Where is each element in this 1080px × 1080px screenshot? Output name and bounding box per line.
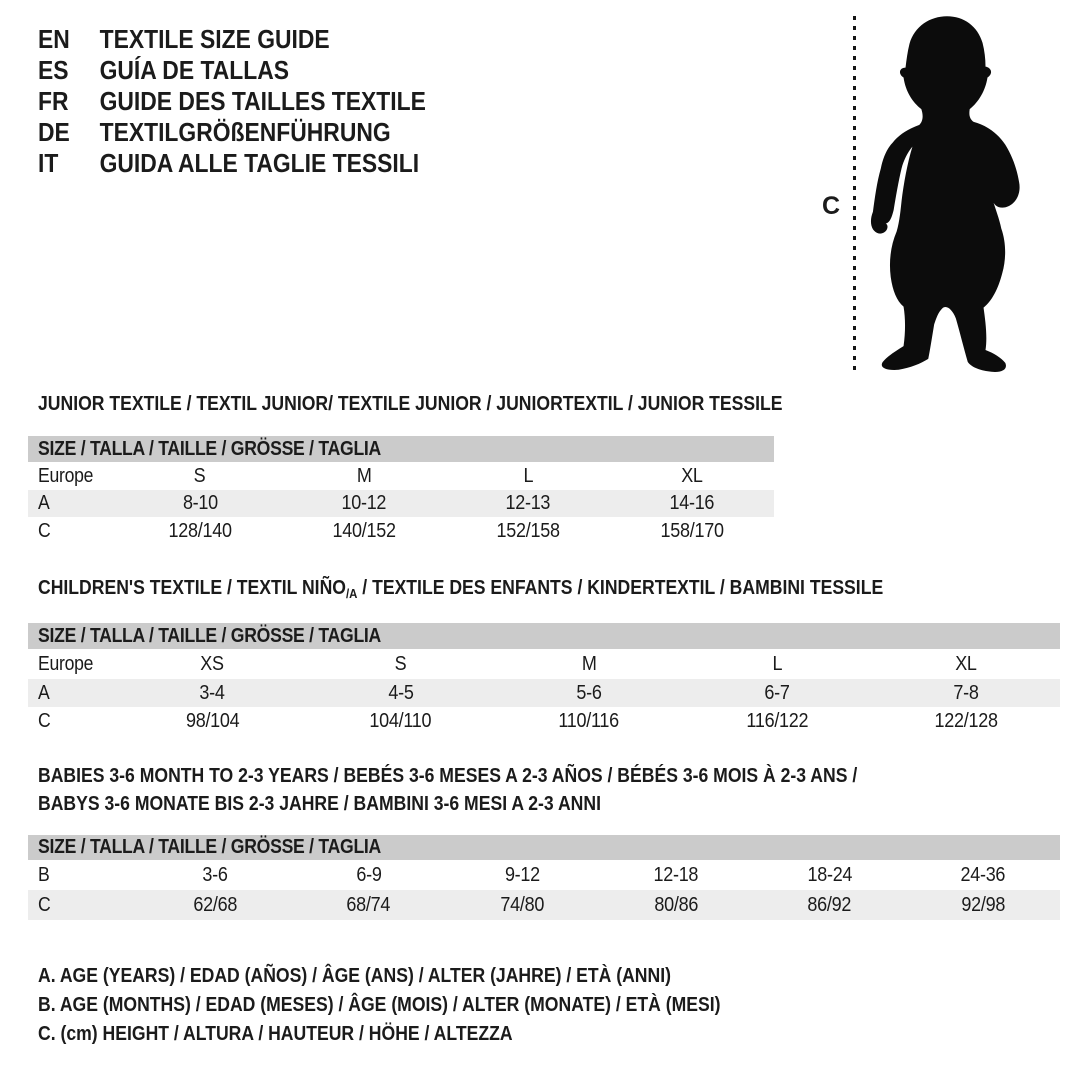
table-cell	[599, 894, 753, 917]
cell-text: 12-13	[505, 492, 551, 514]
table-cell	[306, 682, 494, 705]
babies-size-table	[28, 835, 1060, 920]
lang-title: GUÍA DE TALLAS	[99, 55, 289, 85]
table-cell	[306, 653, 494, 676]
table-cell	[446, 465, 610, 488]
table-cell	[610, 520, 774, 543]
table-cell	[118, 653, 306, 676]
cell-text: 10-12	[341, 492, 387, 514]
table-cell	[118, 465, 282, 488]
cell-text: 18-24	[807, 863, 852, 886]
row-label-text: C	[38, 519, 51, 542]
size-header-text: SIZE / TALLA / TAILLE / GRÖSSE / TAGLIA	[38, 624, 382, 647]
toddler-silhouette-image	[868, 12, 1026, 378]
row-label-text: C	[38, 709, 51, 732]
row-label-text: B	[38, 863, 50, 886]
table-cell	[872, 653, 1060, 676]
children-title-pre: CHILDREN'S TEXTILE / TEXTIL NIÑO	[38, 577, 346, 599]
junior-size-table	[28, 436, 774, 545]
table-cell	[445, 864, 599, 887]
table-row-months	[28, 860, 1060, 890]
table-cell	[445, 894, 599, 917]
row-label-text: A	[38, 492, 50, 514]
lang-code: DE	[38, 117, 70, 147]
cell-text: 3-4	[199, 681, 225, 704]
table-cell	[610, 465, 774, 488]
cell-text: XL	[955, 652, 977, 675]
babies-section-title	[38, 762, 969, 818]
cell-text: 104/110	[369, 709, 432, 732]
cell-text: 6-9	[355, 863, 382, 886]
cell-text: 140/152	[332, 519, 396, 542]
cell-text: 122/128	[934, 709, 998, 732]
cell-text: 74/80	[500, 893, 545, 916]
row-label	[28, 864, 138, 887]
table-cell	[138, 864, 292, 887]
children-section-title	[38, 574, 998, 608]
cell-text: 62/68	[192, 893, 237, 916]
cell-text: 7-8	[953, 681, 979, 704]
table-cell	[446, 492, 610, 515]
lang-title: TEXTILE SIZE GUIDE	[99, 24, 330, 54]
junior-table-size-header	[28, 436, 774, 462]
cell-text: L	[772, 652, 783, 675]
table-cell	[495, 653, 683, 676]
measure-legend	[38, 962, 814, 1049]
language-title-block	[38, 24, 479, 179]
cell-text: S	[394, 652, 407, 675]
cell-text: 4-5	[387, 681, 414, 704]
legend-line-a-text: A. AGE (YEARS) / EDAD (AÑOS) / ÂGE (ANS) / ALTER (JAHRE) / ETÀ (ANNI)	[38, 965, 671, 987]
babies-title-line2: BABYS 3-6 MONATE BIS 2-3 JAHRE / BAMBINI 3-6 MESI A 2-3 ANNI	[38, 793, 601, 815]
row-label	[28, 682, 118, 705]
legend-line-b-text: B. AGE (MONTHS) / EDAD (MESES) / ÂGE (MOIS) / ALTER (MONATE) / ETÀ (MESI)	[38, 994, 721, 1016]
table-cell	[872, 710, 1060, 733]
lang-row-fr	[38, 86, 479, 117]
legend-line-a	[38, 962, 814, 991]
table-cell	[683, 710, 871, 733]
children-table-size-header	[28, 623, 1060, 649]
cell-text: 6-7	[764, 681, 791, 704]
table-cell	[292, 894, 446, 917]
table-cell	[118, 520, 282, 543]
cell-text: XS	[200, 652, 224, 675]
legend-line-c-text: C. (cm) HEIGHT / ALTURA / HAUTEUR / HÖHE / ALTEZZA	[38, 1023, 513, 1045]
height-dotted-line	[853, 16, 856, 373]
row-label	[28, 520, 118, 543]
table-cell	[118, 492, 282, 515]
children-size-table	[28, 623, 1060, 735]
table-row-height	[28, 517, 774, 545]
toddler-silhouette-path	[871, 16, 1020, 372]
table-cell	[753, 864, 907, 887]
table-cell	[282, 520, 446, 543]
table-row-europe	[28, 649, 1060, 679]
table-row-europe	[28, 462, 774, 490]
table-cell	[906, 894, 1060, 917]
size-header-text: SIZE / TALLA / TAILLE / GRÖSSE / TAGLIA	[38, 437, 382, 460]
cell-text: 80/86	[653, 893, 698, 916]
cell-text: 24-36	[960, 863, 1006, 886]
cell-text: 14-16	[669, 492, 715, 514]
cell-text: 128/140	[168, 519, 232, 542]
table-cell	[282, 492, 446, 515]
cell-text: 116/122	[746, 709, 809, 732]
lang-row-de	[38, 117, 479, 148]
size-header-text: SIZE / TALLA / TAILLE / GRÖSSE / TAGLIA	[38, 836, 382, 858]
table-cell	[446, 520, 610, 543]
lang-row-it	[38, 148, 479, 179]
table-cell	[495, 710, 683, 733]
row-label	[28, 710, 118, 733]
cell-text: 158/170	[660, 519, 724, 542]
height-measure-label: C	[822, 192, 841, 220]
table-cell	[599, 864, 753, 887]
table-cell	[610, 492, 774, 515]
cell-text: M	[581, 652, 597, 675]
lang-title: TEXTILGRÖßENFÜHRUNG	[99, 117, 391, 147]
children-title-post: / TEXTILE DES ENFANTS / KINDERTEXTIL / BAMBINI TESSILE	[357, 577, 884, 599]
table-cell	[282, 465, 446, 488]
junior-section-title	[38, 390, 884, 418]
table-row-age	[28, 679, 1060, 707]
children-title-subscript: /A	[345, 586, 358, 601]
cell-text: S	[194, 464, 206, 487]
row-label	[28, 465, 118, 488]
lang-row-en	[38, 24, 479, 55]
cell-text: 8-10	[182, 492, 218, 514]
table-cell	[306, 710, 494, 733]
cell-text: 12-18	[653, 863, 699, 886]
cell-text: L	[523, 464, 533, 487]
junior-section-title-text: JUNIOR TEXTILE / TEXTIL JUNIOR/ TEXTILE JUNIOR / JUNIORTEXTIL / JUNIOR TESSILE	[38, 393, 783, 415]
table-cell	[683, 653, 871, 676]
cell-text: 68/74	[346, 893, 391, 916]
lang-code: EN	[38, 24, 70, 54]
lang-code: FR	[38, 86, 69, 116]
table-cell	[495, 682, 683, 705]
cell-text: 98/104	[185, 709, 239, 732]
babies-table-size-header	[28, 835, 1060, 860]
table-cell	[138, 894, 292, 917]
lang-code: ES	[38, 55, 69, 85]
table-row-height	[28, 707, 1060, 735]
row-label-text: Europe	[38, 652, 94, 675]
babies-title-line1: BABIES 3-6 MONTH TO 2-3 YEARS / BEBÉS 3-6 MESES A 2-3 AÑOS / BÉBÉS 3-6 MOIS À 2-3 ANS /	[38, 765, 858, 787]
cell-text: 110/116	[558, 709, 620, 732]
table-cell	[292, 864, 446, 887]
table-cell	[906, 864, 1060, 887]
table-cell	[683, 682, 871, 705]
table-cell	[118, 710, 306, 733]
lang-code: IT	[38, 148, 59, 178]
cell-text: M	[356, 464, 372, 487]
lang-title: GUIDE DES TAILLES TEXTILE	[99, 86, 426, 116]
legend-line-b	[38, 991, 814, 1020]
table-row-height	[28, 890, 1060, 920]
table-cell	[872, 682, 1060, 705]
cell-text: 86/92	[807, 893, 852, 916]
table-row-age	[28, 490, 774, 517]
cell-text: 5-6	[576, 681, 602, 704]
row-label	[28, 492, 118, 515]
legend-line-c	[38, 1020, 814, 1049]
row-label-text: A	[38, 681, 50, 704]
cell-text: 3-6	[202, 863, 228, 886]
children-section-title-text	[38, 574, 883, 608]
cell-text: 152/158	[496, 519, 560, 542]
row-label	[28, 653, 118, 676]
table-cell	[118, 682, 306, 705]
lang-row-es	[38, 55, 479, 86]
cell-text: XL	[681, 464, 703, 487]
row-label	[28, 894, 138, 917]
cell-text: 92/98	[961, 893, 1006, 916]
cell-text: 9-12	[504, 863, 540, 886]
table-cell	[753, 894, 907, 917]
lang-title: GUIDA ALLE TAGLIE TESSILI	[99, 148, 420, 178]
row-label-text: Europe	[38, 464, 94, 487]
row-label-text: C	[38, 893, 51, 916]
